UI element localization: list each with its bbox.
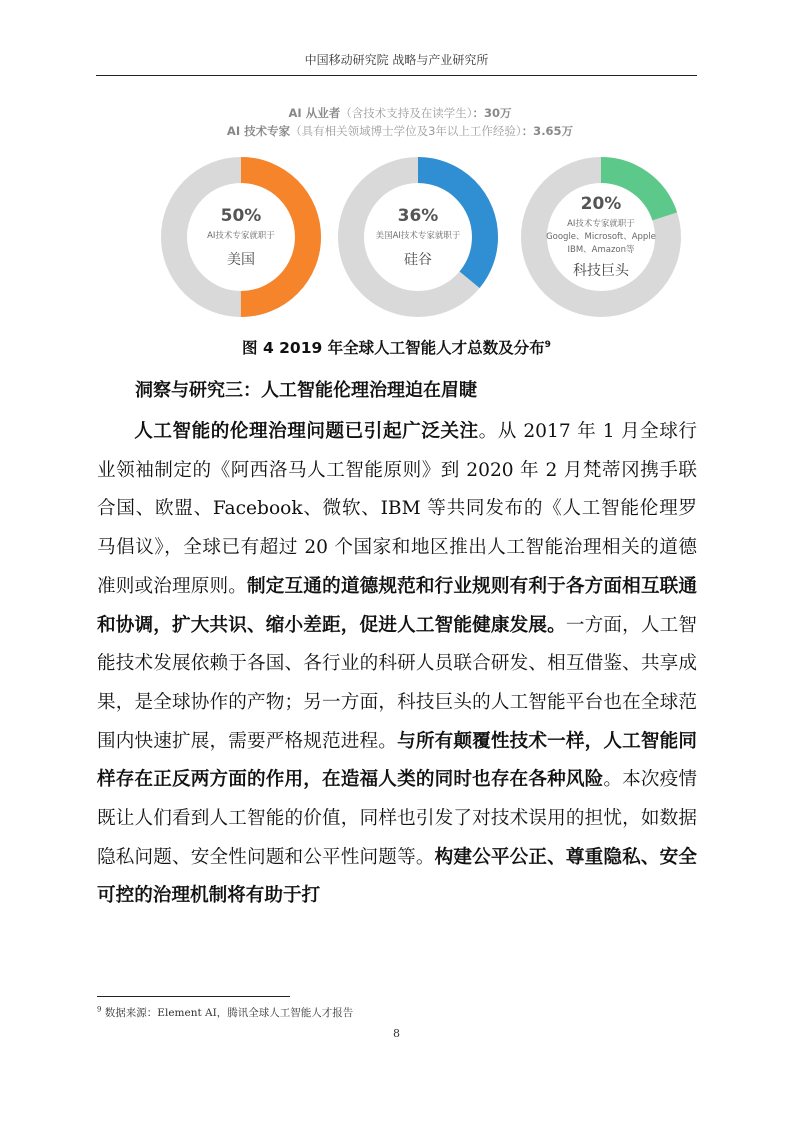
para-s2: 。从 2017 年 1 月全球行业领袖制定的《阿西洛马人工智能原则》到 2020 年 2 月梵蒂冈携手联合国、欧盟、Facebook、微软、IBM 等共同发布的《人工智能伦理罗马倡议》，全球已有超过 20 个国家和地区推出人工智能治理相关的道德准则或治理原则。 [97,421,697,597]
donut-tg-desc-3: IBM、Amazon等 [567,245,635,255]
footnote-text: 数据来源：Element AI，腾讯全球人工智能人才报告 [101,1007,354,1019]
footnote [97,1005,353,1020]
para-s1: 人工智能的伦理治理问题已引起广泛关注 [134,421,479,442]
footnote-num: 9 [97,1005,102,1014]
donut-chart-usa [159,155,323,319]
donut-chart-tech-giants [519,155,683,319]
legend-1-muted: （含技术支持及在读学生） [340,106,473,120]
legend-1-value: ：30万 [472,106,512,120]
donut-tg-region: 科技巨头 [573,263,629,279]
figure-caption [96,336,697,358]
footnote-rule [97,996,290,997]
legend-2-muted: （具有相关领域博士学位及3年以上工作经验） [290,124,522,138]
header-rule [96,75,697,76]
body-paragraph [97,413,697,916]
donut-sv-region: 硅谷 [404,251,432,268]
section-heading: 洞察与研究三：人工智能伦理治理迫在眉睫 [135,380,477,401]
donut-usa-region: 美国 [227,251,255,268]
legend-2-bold: AI 技术专家 [226,124,291,138]
figure-caption-note: 9 [544,339,551,350]
para-s4: 一方面，人工智能技术发展依赖于各国、各行业的科研人员联合研发、相互借鉴、共享成果，是全球协作的产物；另一方面，科技巨头的人工智能平台也在全球范围内快速扩展，需要严格规范进程。 [97,614,697,752]
donut-tg-desc: AI技术专家就职于 [567,219,635,229]
page-header: 中国移动研究院 战略与产业研究所 [304,53,489,67]
legend-1-bold: AI 从业者 [288,106,341,120]
donut-tg-percent: 20% [580,194,622,214]
figure-legend-line-1 [150,105,650,121]
figure-legend-line-2 [150,123,650,139]
donut-sv-desc: 美国AI技术专家就职于 [375,230,461,241]
para-s3: 制定互通的道德规范和行业规则有利于各方面相互联通和协调，扩大共识、缩小差距，促进人工智能健康发展。 [97,575,697,636]
donut-chart-silicon-valley [336,155,500,319]
donut-usa-percent: 50% [220,205,262,226]
page-number: 8 [393,1027,400,1040]
legend-2-value: ：3.65万 [521,124,574,138]
para-s6: 。本次疫情既让人们看到人工智能的价值，同样也引发了对技术误用的担忧，如数据隐私问题、安全性问题和公平性问题等。 [97,769,697,868]
donut-sv-percent: 36% [397,205,439,226]
para-s5: 与所有颠覆性技术一样，人工智能同样存在正反两方面的作用，在造福人类的同时也存在各种风险 [97,730,697,791]
para-s7: 构建公平公正、尊重隐私、安全可控的治理机制将有助于打 [97,846,697,907]
figure-caption-text: 图 4 2019 年全球人工智能人才总数及分布 [242,339,545,357]
donut-tg-desc-2: Google、Microsoft、Apple [546,232,656,242]
donut-usa-desc: AI技术专家就职于 [207,230,275,241]
